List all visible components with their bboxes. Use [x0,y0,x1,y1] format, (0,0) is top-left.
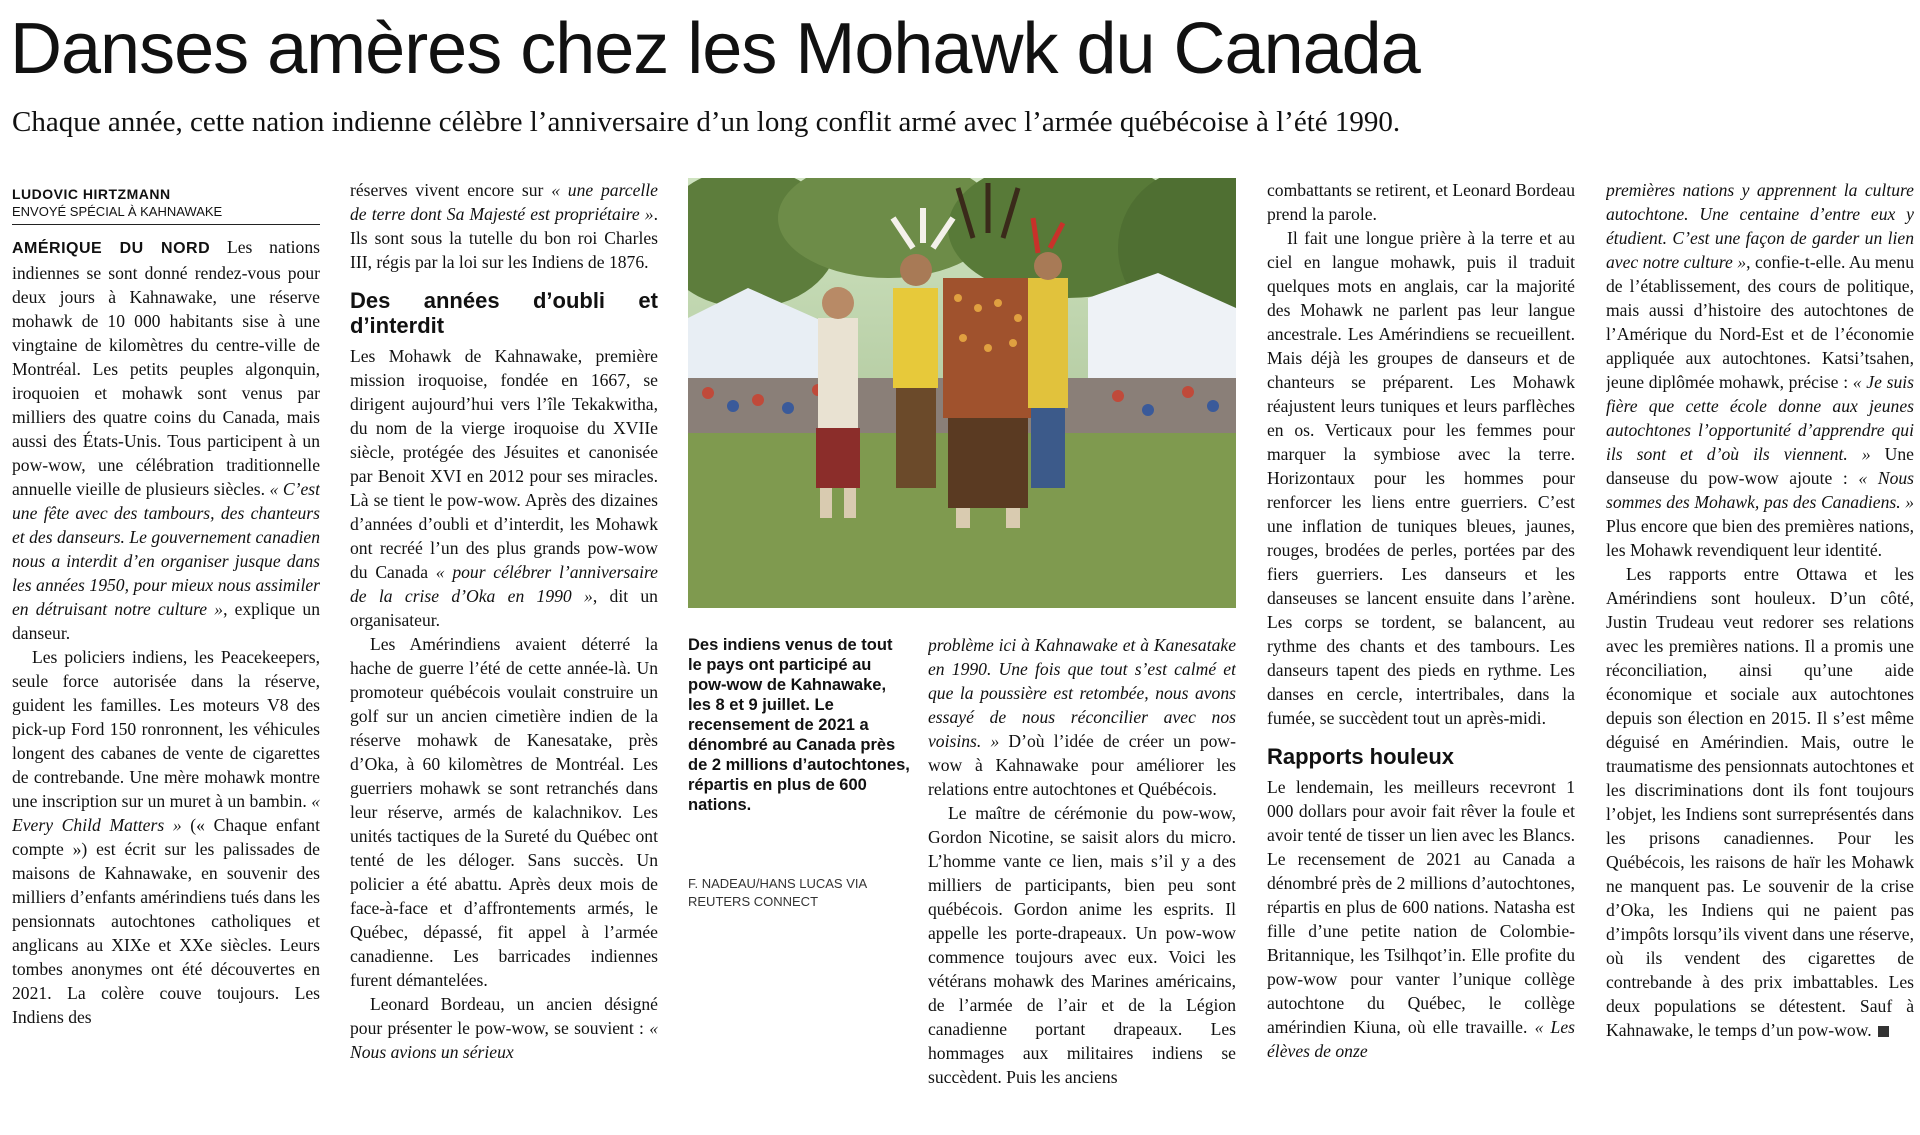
section-subtitle: Rapports houleux [1267,744,1455,769]
dancer-figure [816,287,860,518]
paragraph [12,235,320,645]
text: Les Mohawk de Kahnawake, première mission iroquoise, fondée en 1667, se dirigent aujourd’hui vers l’île Tekakwitha, du nom de la vierge iroquoise du XVIIe siècle, protégée des Jésuites et canonisée par Benoit XVI en 2012 pour ses miracles. Là se tient le pow-wow. Après des dizaines d’années d’oubli et d’interdit, les Mohawk ont recréé l’un des plus grands pow-wow du Canada [350,346,658,582]
article-column-5 [1606,178,1914,1128]
article-standfirst: Chaque année, cette nation indienne célèbre l’anniversaire d’un long conflit armé avec l’armée québécoise à l’été 1990. [12,106,1401,138]
quote: « Nous sommes des Mohawk, pas des Canadiens. » [1606,468,1914,512]
text: réserves vivent encore sur [350,180,552,200]
text: , dit un organisateur. [350,586,658,630]
quote: premières nations y apprennent la culture autochtone. Une centaine d’entre eux y étudient. C’est une façon de garder un lien avec notre culture » [1606,180,1914,272]
paragraph [1606,178,1914,562]
paragraph [1606,562,1914,1042]
article-column-1 [12,185,320,1135]
quote: « Nous avions un sérieux [350,1018,658,1062]
text: . Ils sont sous la tutelle du bon roi Charles III, régis par la loi sur les Indiens de 1876. [350,204,658,272]
quote: problème ici à Kahnawake et à Kanesatake en 1990. Une fois que tout s’est calmé et que la poussière est retombée, nous avons essayé de nous réconcilier avec nos voisins. » [928,635,1236,751]
paragraph [350,344,658,632]
quote: « une parcelle de terre dont Sa Majesté est propriétaire » [350,180,658,224]
text: Leonard Bordeau, un ancien désigné pour présenter le pow-wow, se souvient : [350,994,658,1038]
text: (« Chaque enfant compte ») est écrit sur les palissades de maisons de Kahnawake, en souvenir des milliers d’enfants amérindiens tués dans les pensionnats autochtones catholiques et anglicans au XIXe et XXe siècles. Leurs tombes anonymes ont été découvertes en 2021. La colère couve toujours. Les Indiens des [12,815,320,1027]
text: Les policiers indiens, les Peacekeepers, seule force autorisée dans la réserve, guident les familles. Les moteurs V8 des pick-up Ford 150 ronronnent, les véhicules longent des cabanes de vente de cigarettes de contrebande. Une mère mohawk montre une inscription sur un muret à un bambin. [12,647,320,811]
article-column-2 [350,178,658,1128]
paragraph: Il fait une longue prière à la terre et au ciel en langue mohawk, puis il traduit quelques mots en anglais, car la majorité des Mohawk ne parlent pas leur langue ancestrale. Les Amérindiens se recueillent. Mais déjà les groupes de danseurs et de chanteurs se préparent. Les Mohawk réajustent leurs tuniques et leurs parflèches en os. Verticaux pour les femmes pour marquer la symbiose avec la terre. Horizontaux pour les hommes pour renforcer les liens entre guerriers. C’est une inflation de tuniques bleues, jaunes, rouges, brodées de perles, portées par des fiers guerriers. Les danseurs et les danseuses se lancent ensuite dans l’arène. Les corps se tordent, se balancent, au rythme des chants et des tambours. Les danseurs tapent des pieds en rythme. Les danses en cercle, intertribales, dans la fumée, se succèdent tout un après-midi. [1267,228,1575,728]
article-headline: Danses amères chez les Mohawk du Canada [10,9,1420,89]
section-subtitle: Des années d’oubli et d’interdit [350,288,658,338]
article-photo [688,178,1236,608]
article-column-4 [1267,178,1575,1128]
byline-role: ENVOYÉ SPÉCIAL À KAHNAWAKE [12,204,223,219]
paragraph [928,633,1236,801]
paragraph [350,178,658,274]
paragraph [350,992,658,1064]
powwow-dancers-image [688,178,1236,608]
byline-author: LUDOVIC HIRTZMANN [12,186,171,202]
text: Une danseuse du pow-wow ajoute : [1606,444,1914,488]
paragraph: combattants se retirent, et Leonard Bordeau prend la parole. [1267,180,1575,224]
end-of-article-mark [1878,1026,1889,1037]
paragraph [12,645,320,1029]
byline-divider [12,224,320,225]
photo-caption: Des indiens venus de tout le pays ont participé au pow-wow de Kahnawake, les 8 et 9 juillet. Le recensement de 2021 a dénombré au Canada près de 2 millions d’autochtones, répartis en plus de 600 nations. [688,636,910,814]
text: Le lendemain, les meilleurs recevront 1 000 dollars pour avoir fait rêver la foule et avoir tenté de tisser un lien avec les Blancs. Le recensement de 2021 au Canada a dénombré près de 2 millions d’autochtones, répartis en plus de 600 nations. Natasha est fille d’une petite nation de Colombie-Britannique, les Tsilhqot’in. Elle profite du pow-wow pour vanter l’unique collège autochtone du Québec, le collège amérindien Kiuna, où elle travaille. [1267,777,1575,1037]
quote: « Every Child Matters » [12,791,320,835]
quote: « C’est une fête avec des tambours, des chanteurs et des danseurs. Le gouvernement canadien nous a interdit d’en organiser jusque dans les années 1950, pour mieux nous assimiler en détruisant notre culture » [12,479,320,619]
article-column-3 [928,633,1236,1123]
photo-credit: F. NADEAU/HANS LUCAS VIA REUTERS CONNECT [688,876,867,909]
paragraph [1267,775,1575,1063]
text: Les rapports entre Ottawa et les Amérindiens sont houleux. D’un côté, Justin Trudeau veut redorer ses relations avec les premières nations. Il a promis une réconciliation, ainsi qu’une aide économique et sociale aux autochtones depuis son élection en 2015. Il s’est même déguisé en Amérindien. Mais, outre le traumatisme des pensionnats autochtones et les discriminations dont ils font toujours l’objet, les Indiens sont surreprésentés dans les prisons canadiennes. Pour les Québécois, les raisons de haïr les Mohawk ne manquent pas. Le souvenir de la crise d’Oka, les Indiens qui ne paient pas d’impôts lorsqu’ils vivent dans une réserve, où ils vendent des cigarettes de contrebande à des prix imbattables. Les deux populations se détestent. Sauf à Kahnawake, le temps d’un pow-wow. [1606,564,1914,1040]
paragraph: Les Amérindiens avaient déterré la hache de guerre l’été de cette année-là. Un promoteur québécois voulait construire un golf sur un ancien cimetière indien de la réserve mohawk de Kanesatake, près d’Oka, à 60 kilomètres de Montréal. Les guerriers mohawk se sont retranchés dans leur réserve, armés de kalachnikov. Les unités tactiques de la Sureté du Québec ont tenté de les déloger. Sans succès. Un policier a été abattu. Après deux mois de face-à-face et d’affrontements armés, le Québec, dépassé, fit appel à l’armée canadienne. Les barricades indiennes furent démantelées. [350,634,658,990]
quote: « Les élèves de onze [1267,1017,1575,1061]
quote: « pour célébrer l’anniversaire de la crise d’Oka en 1990 » [350,562,658,606]
quote: « Je suis fière que cette école donne aux jeunes autochtones l’opportunité d’apprendre qui ils sont et d’où ils viennent. » [1606,372,1914,464]
kicker: AMÉRIQUE DU NORD [12,240,211,257]
paragraph: Le maître de cérémonie du pow-wow, Gordon Nicotine, se saisit alors du micro. L’homme vante ce lien, mais s’il y a des milliers de participants, bien peu sont québécois. Gordon anime les esprits. Il appelle les porte-drapeaux. Un pow-wow commence toujours avec eux. Voici les vétérans mohawk des Marines américains, de l’armée de l’air et de la Légion canadienne portant drapeaux. Les hommages aux militaires indiens se succèdent. Puis les anciens [928,803,1236,1087]
text: Plus encore que bien des premières nations, les Mohawk revendiquent leur identité. [1606,516,1914,560]
text: D’où l’idée de créer un pow-wow à Kahnawake pour améliorer les relations entre autochtones et Québécois. [928,731,1236,799]
text: , confie-t-elle. Au menu de l’établissement, des cours de politique, mais aussi d’histoire des autochtones de l’Amérique du Nord-Est et de l’économie appliquée aux autochtones. Katsi’tsahen, jeune diplômée mohawk, précise : [1606,252,1914,392]
text: Les nations indiennes se sont donné rendez-vous pour deux jours à Kahnawake, une réserve mohawk de 10 000 habitants sise à une vingtaine de kilomètres du centre-ville de Montréal. Les petits peuples algonquin, iroquoien et mohawk sont venus par milliers des quatre coins du Canada, mais aussi des États-Unis. Tous participent à un pow-wow, une célébration traditionnelle annuelle vieille de plusieurs siècles. [12,237,320,499]
text: , explique un danseur. [12,599,320,643]
